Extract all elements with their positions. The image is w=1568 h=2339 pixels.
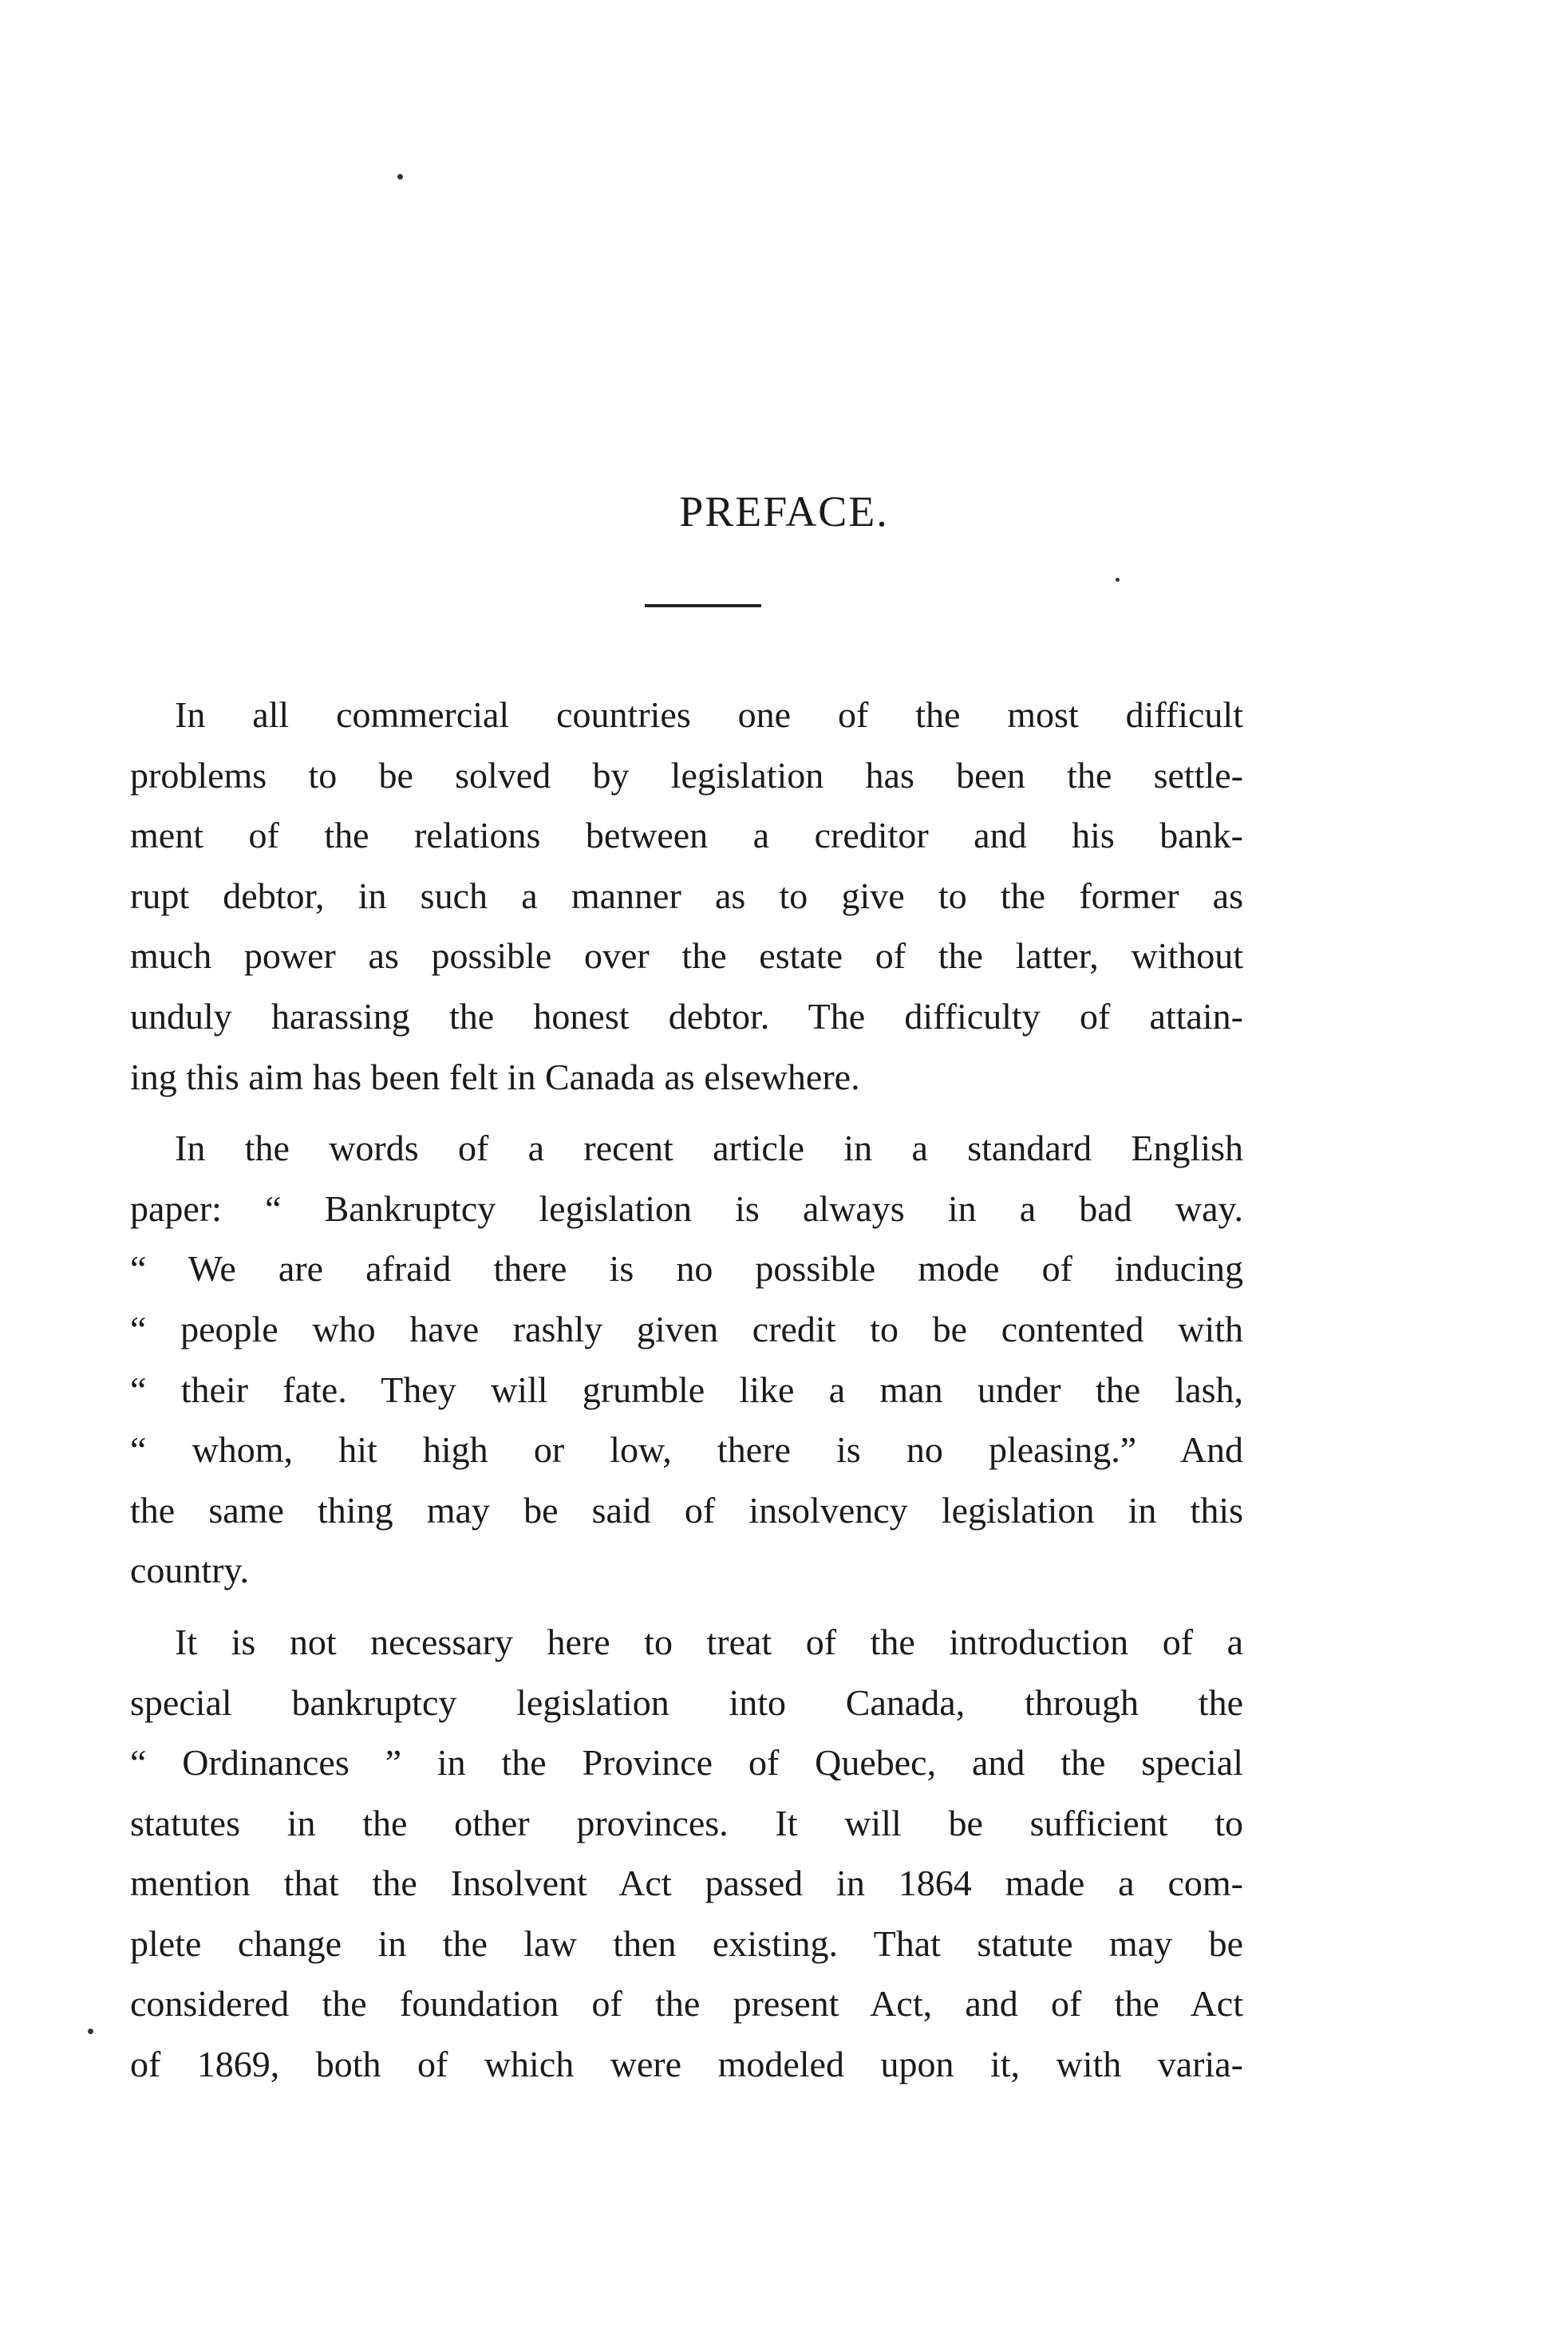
text-line: In the words of a recent article in a standard English xyxy=(175,1128,1243,1169)
text-line: In all commercial countries one of the most difficult xyxy=(175,694,1243,735)
text-line: special bankruptcy legislation into Canada, through the xyxy=(130,1681,1243,1723)
paragraph-2 xyxy=(130,1118,1243,1601)
text-line: unduly harassing the honest debtor. The difficulty of attain- xyxy=(130,995,1243,1037)
text-line: It is not necessary here to treat of the introduction of a xyxy=(175,1621,1243,1662)
body-text xyxy=(130,685,1243,2106)
page-title: PREFACE. xyxy=(679,488,889,535)
paragraph-3 xyxy=(130,1612,1243,2095)
text-line: “ people who have rashly given credit to be contented with xyxy=(130,1308,1243,1349)
text-line: much power as possible over the estate of the latter, without xyxy=(130,935,1243,977)
text-line: the same thing may be said of insolvency legislation in this xyxy=(130,1489,1243,1531)
title-divider xyxy=(645,604,761,607)
text-line: rupt debtor, in such a manner as to give to the former as xyxy=(130,875,1243,916)
text-line: “ Ordinances ” in the Province of Quebec, and the special xyxy=(130,1742,1243,1784)
text-line: problems to be solved by legislation has been the settle- xyxy=(130,754,1243,796)
text-line: “ their fate. They will grumble like a man under the lash, xyxy=(130,1369,1243,1410)
paragraph-1 xyxy=(130,685,1243,1107)
text-line: country. xyxy=(130,1550,250,1591)
text-line: mention that the Insolvent Act passed in 1864 made a com- xyxy=(130,1863,1243,1904)
text-line: “ whom, hit high or low, there is no pleasing.” And xyxy=(130,1429,1243,1471)
text-line: statutes in the other provinces. It will be sufficient to xyxy=(130,1802,1243,1843)
ink-speck xyxy=(88,2029,93,2034)
text-line: paper: “ Bankruptcy legislation is always in a bad way. xyxy=(130,1187,1243,1229)
text-line: ment of the relations between a creditor and his bank- xyxy=(130,815,1243,856)
text-line: ing this aim has been felt in Canada as elsewhere. xyxy=(130,1056,860,1097)
text-line: considered the foundation of the present Act, and of the Act xyxy=(130,1983,1243,2025)
text-line: “ We are afraid there is no possible mode of inducing xyxy=(130,1248,1243,1290)
text-line: plete change in the law then existing. That statute may be xyxy=(130,1922,1243,1964)
ink-speck xyxy=(397,174,403,180)
ink-speck xyxy=(1116,578,1120,582)
text-line: of 1869, both of which were modeled upon it, with varia- xyxy=(130,2044,1243,2085)
